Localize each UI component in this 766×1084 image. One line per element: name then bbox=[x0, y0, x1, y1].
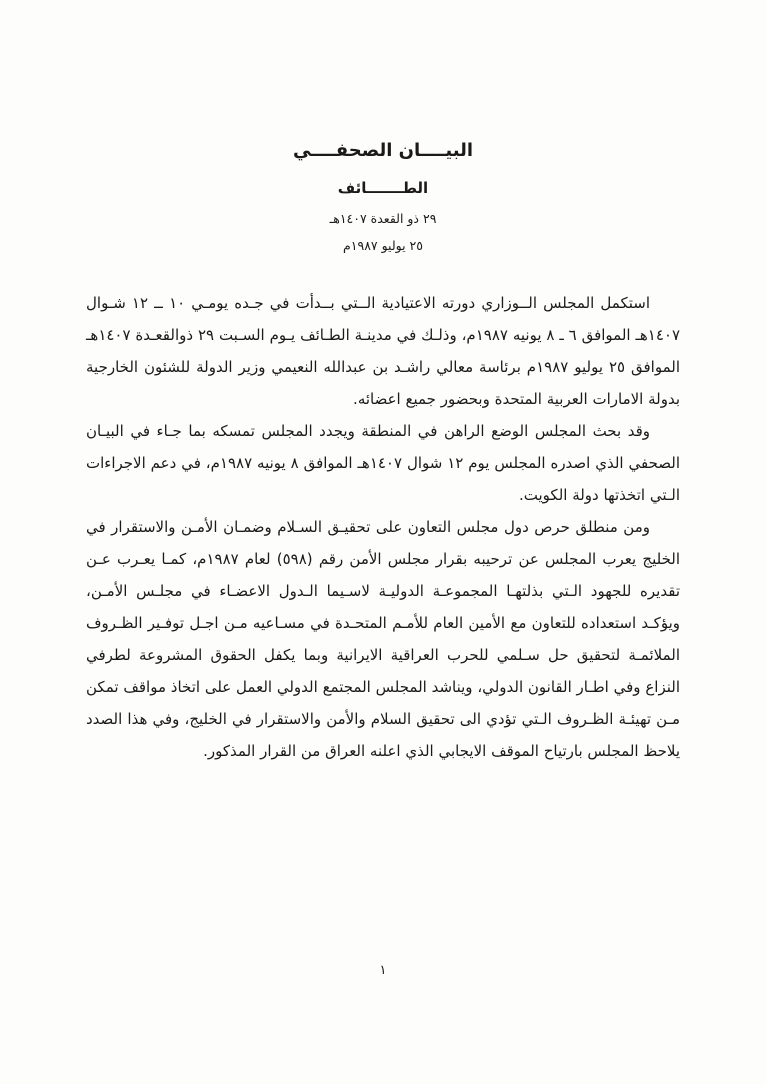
body-paragraph-3: ومن منطلق حرص دول مجلس التعاون على تحقيـق السـلام وضمـان الأمـن والاستقرار في الخليج يعرب المجلس عن ترحيبه بقرار مجلس الأمن رقم (٥٩٨) لعام ١٩٨٧م، كمـا يعـرب عـن تقديره للجهود الـتي بذلتهـا المجموعـة الدوليـة لاسـيما الـدول الاعضـاء في مجلـس الأمـن، ويؤكـد استعداده للتعاون مع الأمين العام للأمـم المتحـدة في مسـاعيه مـن اجـل توفـير الظـروف الملائمـة لتحقيق حل سـلمي للحرب العراقية الايرانية وبما يكفل الحقوق المشروعة لطرفي النزاع وفي اطـار القانون الدولي، ويناشد المجلس المجتمع الدولي العمل على اتخاذ مواقف تمكن مـن تهيئـة الظـروف الـتي تؤدي الى تحقيق السلام والأمن والاستقرار في الخليج، وفي هذا الصدد يلاحظ المجلس بارتياح الموقف الايجابي الذي اعلنه العراق من القرار المذكور. bbox=[86, 518, 680, 760]
page-title: البيــــان الصحفــــي bbox=[292, 140, 474, 161]
date-gregorian: ٢٥ يوليو ١٩٨٧م bbox=[343, 238, 423, 253]
page-subtitle-location: الطـــــــائف bbox=[337, 179, 429, 197]
page-number: ١ bbox=[379, 963, 387, 978]
document-body bbox=[86, 287, 680, 767]
document-header bbox=[86, 140, 680, 253]
body-paragraph-1: استكمل المجلس الــوزاري دورته الاعتيادية الــتي بــدأت في جـده يومـي ١٠ ــ ١٢ شـوال ١٤٠٧هـ الموافق ٦ ـ ٨ يونيه ١٩٨٧م، وذلـك في مدينـة الطـائف يـوم السـبت ٢٩ ذوالقعـدة ١٤٠٧هـ الموافق ٢٥ يوليو ١٩٨٧م برئاسة معالي راشـد بن عبدالله النعيمي وزير الدولة للشئون الخارجية بدولة الامارات العربية المتحدة وبحضور جميع اعضائه. bbox=[86, 294, 681, 408]
body-paragraph-2: وقد بحث المجلس الوضع الراهن في المنطقة ويجدد المجلس تمسكه بما جـاء في البيـان الصحفي الذي اصدره المجلس يوم ١٢ شوال ١٤٠٧هـ الموافق ٨ يونيه ١٩٨٧م، في دعم الاجراءات الـتي اتخذتها دولة الكويت. bbox=[86, 422, 681, 504]
date-hijri: ٢٩ ذو القعدة ١٤٠٧هـ bbox=[329, 211, 437, 226]
